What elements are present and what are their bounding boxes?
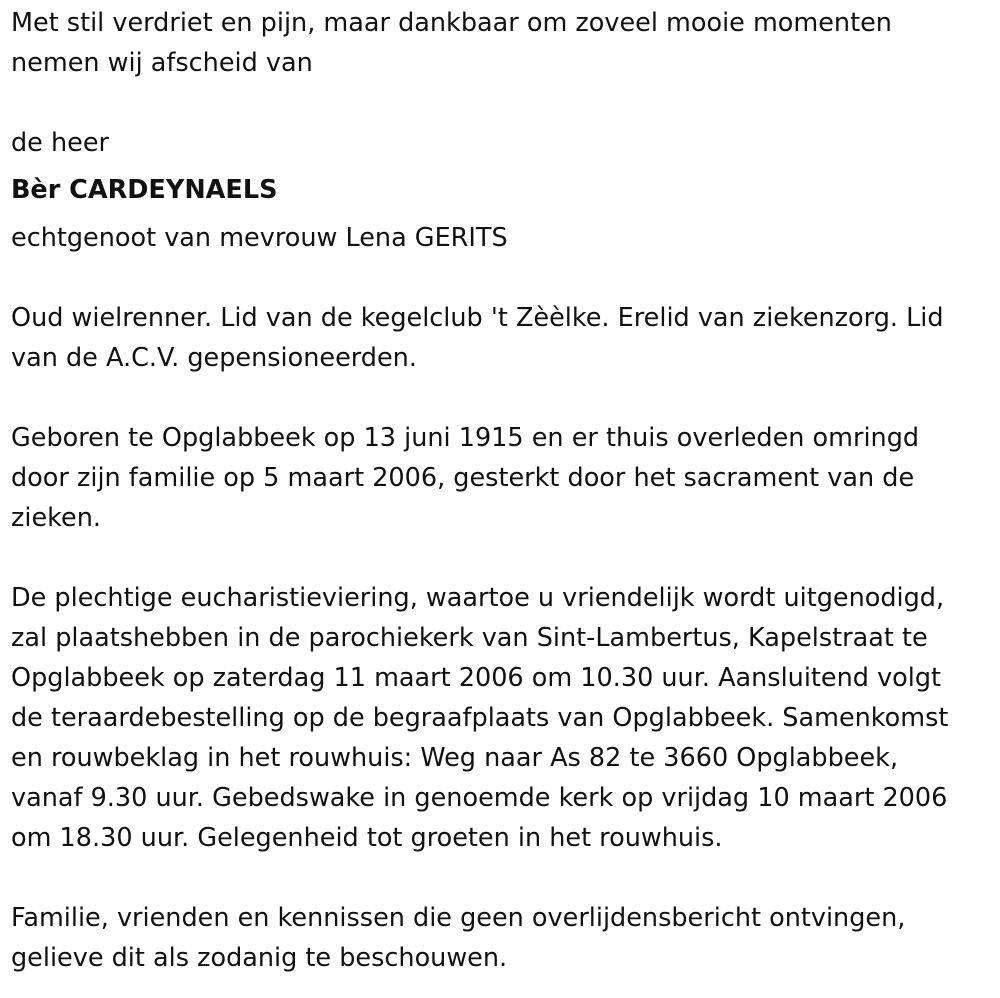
obituary-notice [11, 3, 996, 978]
bio-line: Oud wielrenner. Lid van de kegelclub 't Zèèlke. Erelid van ziekenzorg. Lid [11, 303, 944, 333]
spacer [11, 258, 996, 298]
salutation: de heer [11, 128, 110, 158]
spacer [11, 378, 996, 418]
service-line: zal plaatshebben in de parochiekerk van Sint-Lambertus, Kapelstraat te [11, 623, 928, 653]
closing-line: gelieve dit als zodanig te beschouwen. [11, 943, 508, 973]
service-line: om 18.30 uur. Gelegenheid tot groeten in het rouwhuis. [11, 823, 723, 853]
deceased-name: Bèr CARDEYNAELS [11, 175, 278, 205]
service-line: vanaf 9.30 uur. Gebedswake in genoemde kerk op vrijdag 10 maart 2006 [11, 783, 948, 813]
service-line: De plechtige eucharistieviering, waartoe u vriendelijk wordt uitgenodigd, [11, 583, 945, 613]
closing-line: Familie, vrienden en kennissen die geen overlijdensbericht ontvingen, [11, 903, 906, 933]
service-line: Opglabbeek op zaterdag 11 maart 2006 om 10.30 uur. Aansluitend volgt [11, 663, 942, 693]
spacer [11, 858, 996, 898]
birth-line: Geboren te Opglabbeek op 13 juni 1915 en er thuis overleden omringd [11, 423, 920, 453]
spacer [11, 83, 996, 123]
birth-line: door zijn familie op 5 maart 2006, gesterkt door het sacrament van de [11, 463, 915, 493]
birth-line: zieken. [11, 503, 101, 533]
bio-line: van de A.C.V. gepensioneerden. [11, 343, 417, 373]
intro-line: nemen wij afscheid van [11, 48, 313, 78]
intro-line: Met stil verdriet en pijn, maar dankbaar om zoveel mooie momenten [11, 8, 892, 38]
spouse-line: echtgenoot van mevrouw Lena GERITS [11, 223, 508, 253]
spacer [11, 538, 996, 578]
service-line: de teraardebestelling op de begraafplaats van Opglabbeek. Samenkomst [11, 703, 949, 733]
service-line: en rouwbeklag in het rouwhuis: Weg naar As 82 te 3660 Opglabbeek, [11, 743, 899, 773]
